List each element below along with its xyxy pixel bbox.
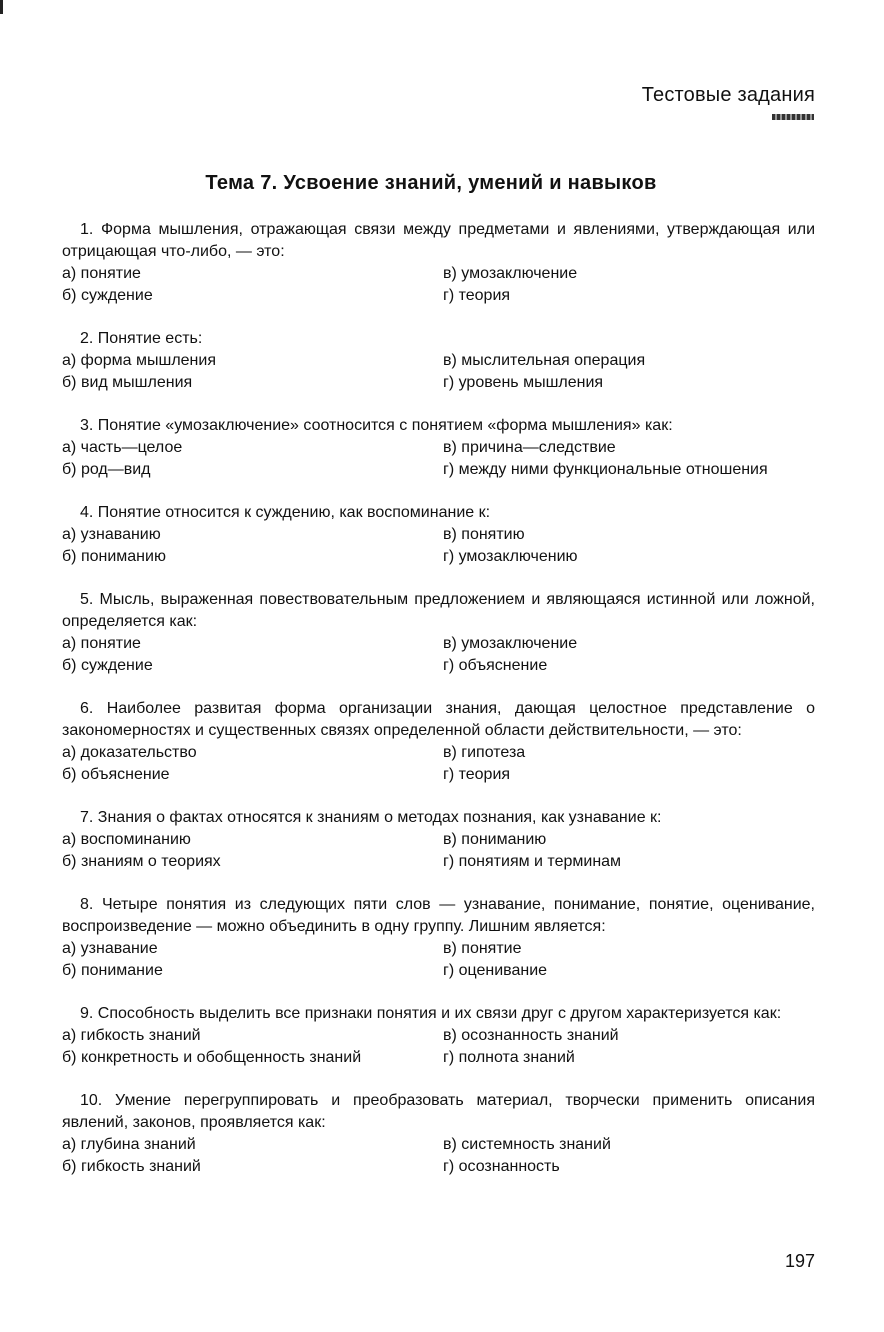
question-text: 7. Знания о фактах относятся к знаниям о методах познания, как узнавание к: xyxy=(80,809,662,826)
option-a: а) глубина знаний xyxy=(62,1136,196,1153)
option-v: в) понятию xyxy=(443,526,525,543)
option-a: а) узнавание xyxy=(62,940,158,957)
option-b: б) конкретность и обобщенность знаний xyxy=(62,1049,362,1066)
page-number: 197 xyxy=(784,1251,815,1271)
option-b: б) суждение xyxy=(62,657,153,674)
option-v: в) умозаключение xyxy=(443,635,578,652)
question-text: 2. Понятие есть: xyxy=(80,330,203,347)
option-a: а) понятие xyxy=(62,265,141,282)
question-text: 4. Понятие относится к суждению, как воспоминание к: xyxy=(80,504,491,521)
question-4 xyxy=(62,502,815,568)
option-g: г) полнота знаний xyxy=(443,1049,575,1066)
option-v: в) причина—следствие xyxy=(443,439,616,456)
answer-options xyxy=(62,350,815,394)
scan-edge xyxy=(0,0,3,14)
option-v: в) осознанность знаний xyxy=(443,1027,619,1044)
question-text: 9. Способность выделить все признаки понятия и их связи друг с другом характеризуется как: xyxy=(80,1005,782,1022)
option-g: г) осознанность xyxy=(443,1158,560,1175)
answer-options xyxy=(62,938,815,982)
question-text: 1. Форма мышления, отражающая связи между предметами и явлениями, утверждающая или отрицающая что-либо, — это: xyxy=(62,221,815,260)
question-7 xyxy=(62,807,815,873)
question-8 xyxy=(62,894,815,982)
question-5 xyxy=(62,589,815,677)
question-list xyxy=(62,219,815,1199)
option-b: б) род—вид xyxy=(62,461,151,478)
option-a: а) часть—целое xyxy=(62,439,183,456)
option-a: а) гибкость знаний xyxy=(62,1027,201,1044)
option-a: а) понятие xyxy=(62,635,141,652)
option-b: б) понимание xyxy=(62,962,163,979)
option-a: а) форма мышления xyxy=(62,352,216,369)
option-a: а) доказательство xyxy=(62,744,197,761)
question-text: 10. Умение перегруппировать и преобразовать материал, творчески применить описания явлений, законов, проявляется как: xyxy=(62,1092,815,1131)
option-a: а) воспоминанию xyxy=(62,831,191,848)
answer-options xyxy=(62,1025,815,1069)
option-g: г) уровень мышления xyxy=(443,374,604,391)
question-10 xyxy=(62,1090,815,1178)
option-g: г) понятиям и терминам xyxy=(443,853,622,870)
option-g: г) теория xyxy=(443,287,511,304)
option-v: в) пониманию xyxy=(443,831,547,848)
option-a: а) узнаванию xyxy=(62,526,161,543)
option-g: г) объяснение xyxy=(443,657,548,674)
question-6 xyxy=(62,698,815,786)
option-b: б) пониманию xyxy=(62,548,166,565)
option-b: б) гибкость знаний xyxy=(62,1158,201,1175)
question-3 xyxy=(62,415,815,481)
header-ornament xyxy=(772,114,814,120)
option-b: б) объяснение xyxy=(62,766,170,783)
option-g: г) оценивание xyxy=(443,962,548,979)
question-1 xyxy=(62,219,815,307)
running-header: Тестовые задания xyxy=(641,84,815,106)
option-b: б) суждение xyxy=(62,287,153,304)
option-v: в) гипотеза xyxy=(443,744,526,761)
option-g: г) теория xyxy=(443,766,511,783)
option-v: в) понятие xyxy=(443,940,522,957)
option-v: в) мыслительная операция xyxy=(443,352,646,369)
option-b: б) вид мышления xyxy=(62,374,193,391)
option-v: в) умозаключение xyxy=(443,265,578,282)
option-g: г) между ними функциональные отношения xyxy=(443,461,768,478)
option-v: в) системность знаний xyxy=(443,1136,611,1153)
answer-options xyxy=(62,1134,815,1178)
question-text: 3. Понятие «умозаключение» соотносится с понятием «форма мышления» как: xyxy=(80,417,673,434)
answer-options xyxy=(62,829,815,873)
question-2 xyxy=(62,328,815,394)
answer-options xyxy=(62,742,815,786)
question-text: 5. Мысль, выраженная повествовательным предложением и являющаяся истинной или ложной, определяется как: xyxy=(62,591,815,630)
option-b: б) знаниям о теориях xyxy=(62,853,221,870)
answer-options xyxy=(62,633,815,677)
option-g: г) умозаключению xyxy=(443,548,578,565)
question-9 xyxy=(62,1003,815,1069)
question-text: 8. Четыре понятия из следующих пяти слов — узнавание, понимание, понятие, оценивание, воспроизведение — можно объединить в одну группу. Лишним является: xyxy=(62,896,815,935)
answer-options xyxy=(62,437,815,481)
question-text: 6. Наиболее развитая форма организации знания, дающая целостное представление о закономерностях и существенных связях определенной области действительности, — это: xyxy=(62,700,815,739)
answer-options xyxy=(62,524,815,568)
answer-options xyxy=(62,263,815,307)
page-title: Тема 7. Усвоение знаний, умений и навыков xyxy=(205,172,657,194)
